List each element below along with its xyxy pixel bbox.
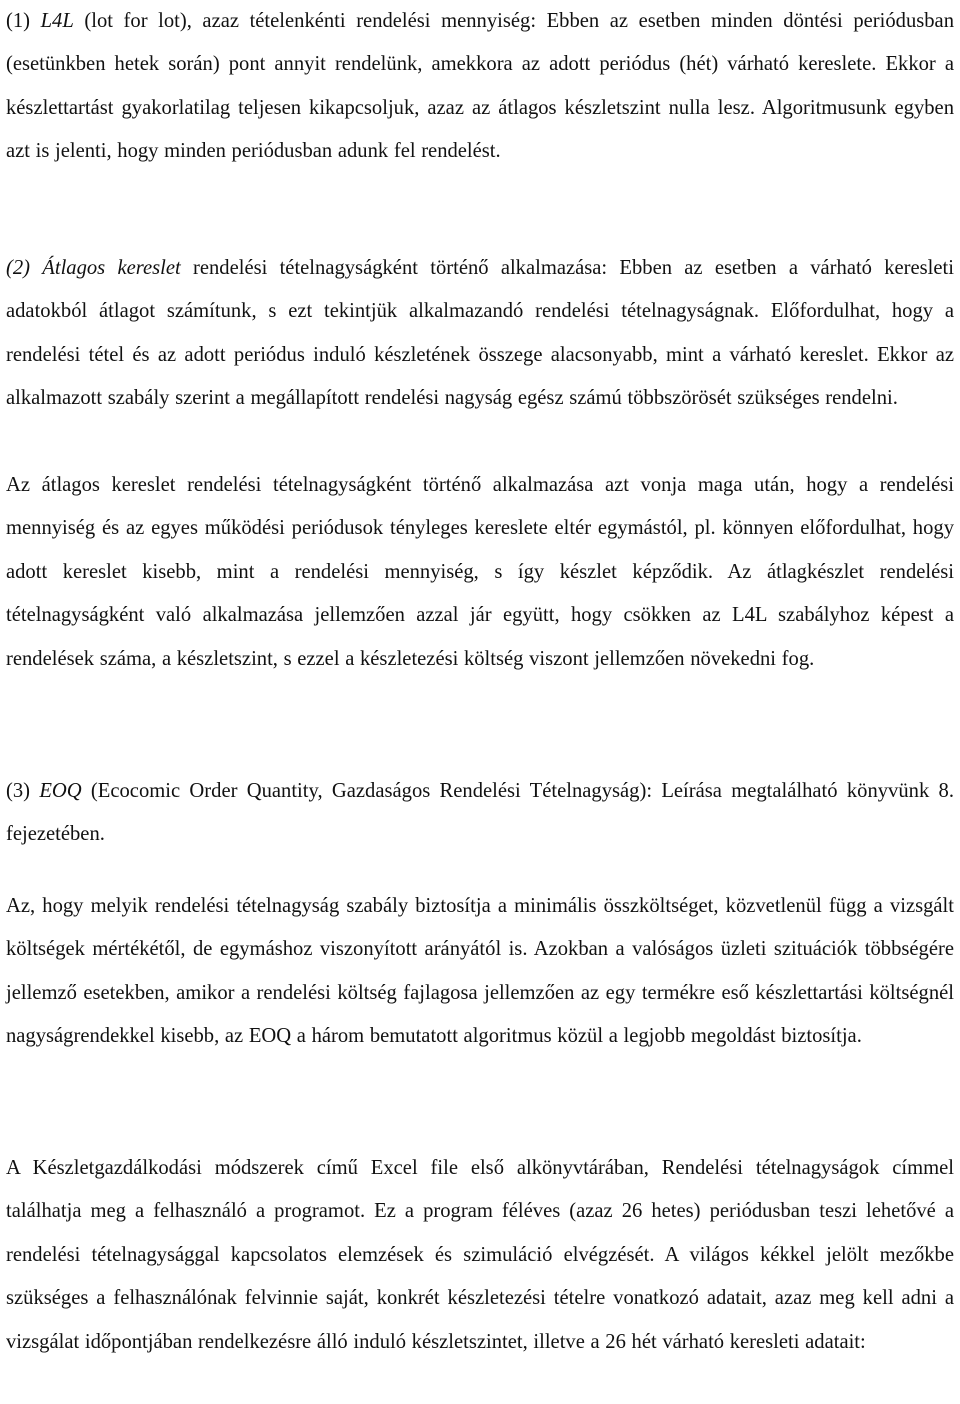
- paragraph-excel-program: A Készletgazdálkodási módszerek című Excel file első alkönyvtárában, Rendelési tételnagyságok címmel találhatja meg a felhasználó a programot. Ez a program féléves (azaz 26 hetes) periódusban teszi lehetővé a rendelési tételnagysággal kapcsolatos elemzések és szimuláció elvégzését. A világos kékkel jelölt mezőkbe szükséges a felhasználónak felvinnie saját, konkrét készletezési tételre vonatkozó adatait, azaz meg kell adni a vizsgálat időpontjában rendelkezésre álló induló készletszintet, illetve a 26 hét várható keresleti adatait:: [6, 1157, 954, 1353]
- term-eoq: EOQ: [39, 780, 82, 802]
- paragraph-l4l-text: (lot for lot), azaz tételenkénti rendelési mennyiség: Ebben az esetben minden döntési periódusban (esetünkben hetek során) pont annyit rendelünk, amekkora az adott periódus (hét) várható kereslete. Ekkor a készlettartást gyakorlatilag teljesen kikapcsoljuk, azaz az átlagos készletszint nulla lesz. Algoritmusunk egyben azt is jelenti, hogy minden periódusban adunk fel rendelést.: [6, 10, 954, 163]
- paragraph-eoq-text: (Ecocomic Order Quantity, Gazdaságos Rendelési Tételnagyság): Leírása megtalálható könyvünk 8. fejezetében.: [6, 780, 954, 846]
- paragraph-l4l: [6, 0, 954, 174]
- paragraph-average-demand: [6, 247, 954, 421]
- paragraph-eoq-prefix: (3): [6, 780, 40, 802]
- paragraph-average-demand-text: rendelési tételnagyságként történő alkalmazása: Ebben az esetben a várható keresleti adatokból átlagot számítunk, s ezt tekintjük alkalmazandó rendelési tételnagyságnak. Előfordulhat, hogy a rendelési tétel és az adott periódus induló készletének összege alacsonyabb, mint a várható kereslet. Ekkor az alkalmazott szabály szerint a megállapított rendelési nagyság egész számú többszörösét szükséges rendelni.: [6, 257, 954, 410]
- paragraph-eoq: [6, 770, 954, 857]
- paragraph-l4l-prefix: (1): [6, 10, 41, 32]
- paragraph-comparison: Az, hogy melyik rendelési tételnagyság szabály biztosítja a minimális összköltséget, közvetlenül függ a vizsgált költségek mértékétől, de egymáshoz viszonyított arányától is. Azokban a valóságos üzleti szituációk többségére jellemző esetekben, amikor a rendelési költség fajlagosa jellemzően az egy termékre eső készlettartási költségnél nagyságrendekkel kisebb, az EOQ a három bemutatott algoritmus közül a legjobb megoldást biztosítja.: [6, 895, 954, 1048]
- term-l4l: L4L: [40, 10, 74, 32]
- paragraph-average-demand-effects: Az átlagos kereslet rendelési tételnagyságként történő alkalmazása azt vonja maga után, hogy a rendelési mennyiség és az egyes működési periódusok tényleges kereslete eltér egymástól, pl. könnyen előfordulhat, hogy adott kereslet kisebb, mint a rendelési mennyiség, s így készlet képződik. Az átlagkészlet rendelési tételnagyságként való alkalmazása jellemzően azzal jár együtt, hogy csökken az L4L szabályhoz képest a rendelések száma, a készletszint, s ezzel a készletezési költség viszont jellemzően növekedni fog.: [6, 474, 954, 670]
- term-average-demand: (2) Átlagos kereslet: [6, 257, 181, 279]
